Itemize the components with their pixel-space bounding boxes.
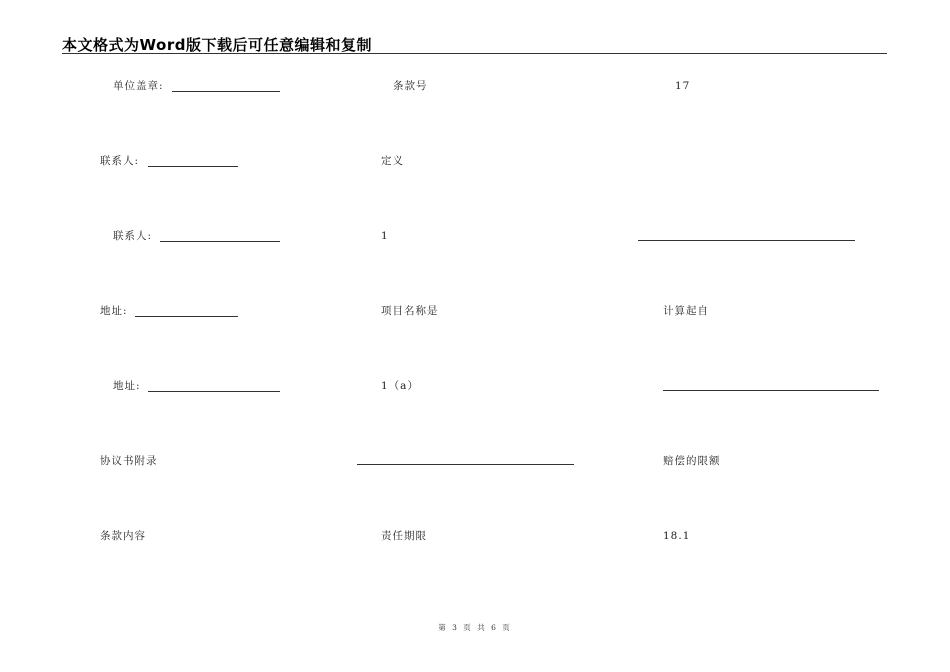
- clause-1-value: 1: [381, 230, 389, 242]
- contact-label-1: 联系人:: [100, 155, 140, 167]
- compensation-limit-label: 赔偿的限额: [663, 455, 721, 467]
- liability-period-label: 责任期限: [381, 530, 427, 542]
- appendix-blank: [357, 464, 574, 465]
- clause-content-label: 条款内容: [100, 530, 146, 542]
- clause-1a-value: 1（a）: [381, 380, 419, 392]
- contact-blank-2: [160, 241, 280, 242]
- clause-number-label: 条款号: [393, 80, 428, 92]
- header-title: 本文格式为Word版下载后可任意编辑和复制: [62, 36, 372, 54]
- address-blank-2: [148, 391, 280, 392]
- address-label-1: 地址:: [100, 305, 128, 317]
- unit-seal-blank: [172, 91, 280, 92]
- header-rule: [62, 53, 887, 54]
- agreement-appendix-label: 协议书附录: [100, 455, 158, 467]
- contact-blank-1: [148, 166, 238, 167]
- contact-label-2: 联系人:: [113, 230, 153, 242]
- clause-1a-blank: [663, 390, 879, 391]
- clause-1-blank: [638, 240, 855, 241]
- clause-17-value: 17: [675, 80, 691, 92]
- address-label-2: 地址:: [113, 380, 141, 392]
- project-name-label: 项目名称是: [381, 305, 439, 317]
- address-blank-1: [135, 316, 238, 317]
- definition-label: 定义: [381, 155, 404, 167]
- page-footer: 第 3 页 共 6 页: [438, 623, 512, 632]
- calculated-from-label: 计算起自: [663, 305, 709, 317]
- clause-18-1-value: 18.1: [663, 530, 691, 542]
- unit-seal-label: 单位盖章:: [113, 80, 164, 92]
